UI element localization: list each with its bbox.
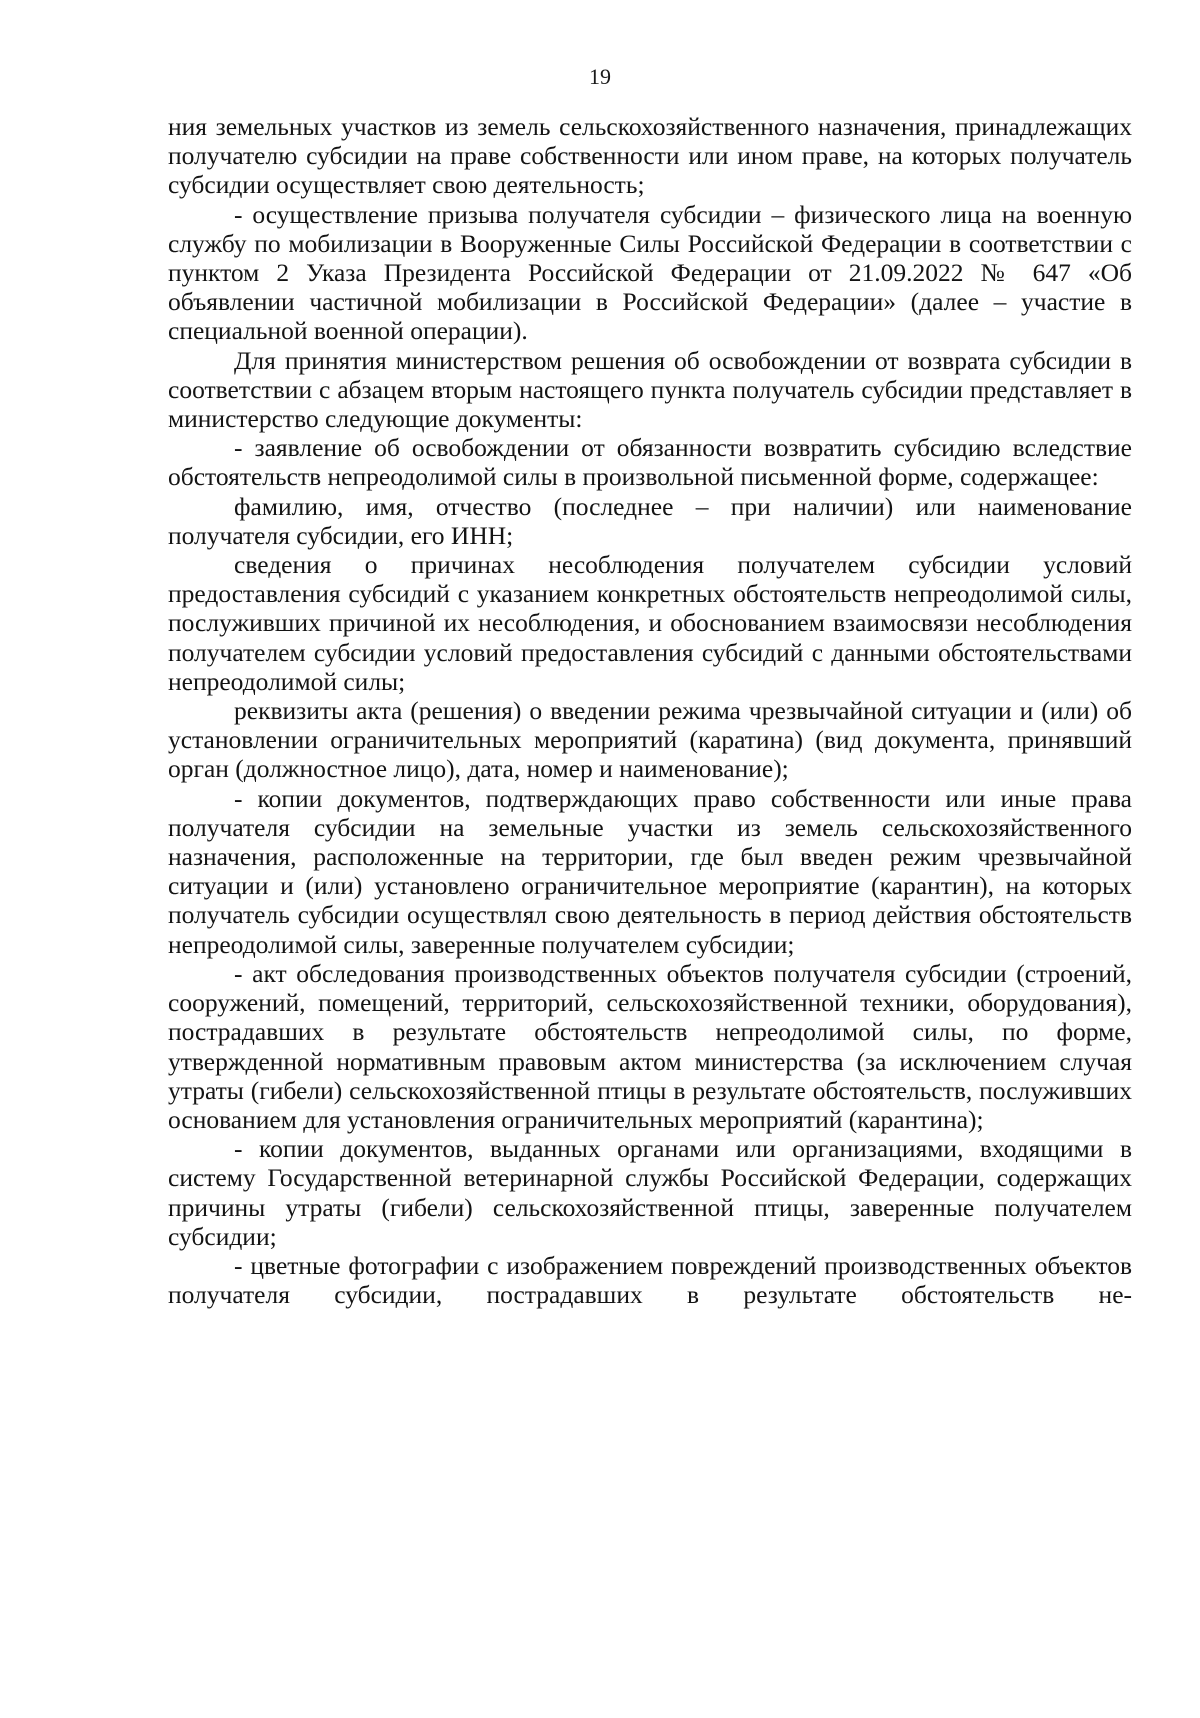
paragraph-application: - заявление об освобождении от обязанности возвратить субсидию вследствие обстоятельств непреодолимой силы в произвольной письменной форме, содержащее: (168, 433, 1132, 492)
document-body (168, 112, 1132, 1309)
paragraph-photographs: - цветные фотографии с изображением повреждений производственных объектов получателя субсидии, пострадавших в результате обстоятельств не- (168, 1250, 1132, 1310)
paragraph-full-name: фамилию, имя, отчество (последнее – при наличии) или наименование получателя субсидии, его ИНН; (168, 491, 1132, 550)
paragraph-act-details: реквизиты акта (решения) о введении режима чрезвычайной ситуации и (или) об установлении ограничительных мероприятий (каратина) (вид документа, принявший орган (должностное лицо), дата, номер и наименование); (168, 696, 1132, 784)
paragraph-reasons: сведения о причинах несоблюдения получателем субсидии условий предоставления субсидий с указанием конкретных обстоятельств непреодолимой силы, послуживших причиной их несоблюдения, и обоснованием взаимосвязи несоблюдения получателем субсидии условий предоставления субсидий с данными обстоятельствами непреодолимой силы; (168, 550, 1132, 696)
page-number: 19 (589, 64, 611, 89)
paragraph-continuation: ния земельных участков из земель сельскохозяйственного назначения, принадлежащих получателю субсидии на праве собственности или ином праве, на которых получатель субсидии осуществляет свою деятельность; (168, 112, 1132, 200)
paragraph-veterinary-documents: - копии документов, выданных органами или организациями, входящими в систему Государственной ветеринарной службы Российской Федерации, содержащих причины утраты (гибели) сельскохозяйственной птицы, заверенные получателем субсидии; (168, 1134, 1132, 1251)
paragraph-inspection-act: - акт обследования производственных объектов получателя субсидии (строений, сооружений, помещений, территорий, сельскохозяйственной техники, оборудования), пострадавших в результате обстоятельств непреодолимой силы, по форме, утвержденной нормативным правовым актом министерства (за исключением случая утраты (гибели) сельскохозяйственной птицы в результате обстоятельств, послуживших основанием для установления ограничительных мероприятий (карантина); (168, 958, 1132, 1134)
paragraph-mobilization: - осуществление призыва получателя субсидии – физического лица на военную службу по мобилизации в Вооруженные Силы Российской Федерации в соответствии с пунктом 2 Указа Президента Российской Федерации от 21.09.2022 № 647 «Об объявлении частичной мобилизации в Российской Федерации» (далее – участие в специальной военной операции). (168, 199, 1132, 346)
paragraph-documents-intro: Для принятия министерством решения об освобождении от возврата субсидии в соответствии с абзацем вторым настоящего пункта получатель субсидии представляет в министерство следующие документы: (168, 345, 1132, 434)
paragraph-land-documents: - копии документов, подтверждающих право собственности или иные права получателя субсидии на земельные участки из земель сельскохозяйственного назначения, расположенные на территории, где был введен режим чрезвычайной ситуации и (или) установлено ограничительное мероприятие (карантин), на которых получатель субсидии осуществлял свою деятельность в период действия обстоятельств непреодолимой силы, заверенные получателем субсидии; (168, 783, 1132, 959)
